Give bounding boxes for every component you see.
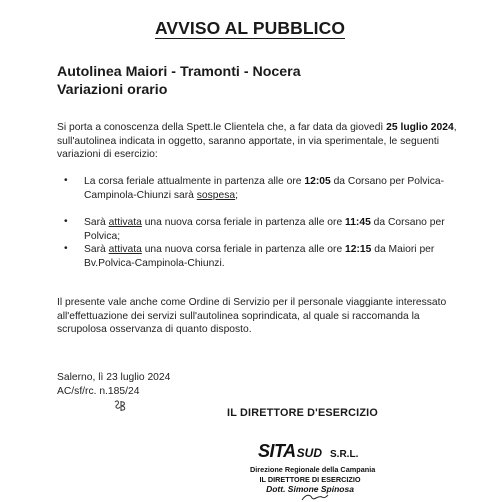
stamp-region: Direzione Regionale della Campania [250, 465, 376, 474]
list-item [84, 216, 464, 243]
departure-time: 12:05 [304, 176, 331, 187]
company-logo [258, 441, 358, 462]
notice-subject: Variazioni orario [57, 82, 168, 98]
route-name: Autolinea Maiori - Tramonti - Nocera [57, 64, 301, 80]
logo-srl-text: S.R.L. [330, 449, 359, 460]
list-item-text: da Corsano per Polvica-Campinola-Chiunzi sarà [84, 176, 445, 201]
notice-title [0, 18, 500, 39]
director-title: IL DIRETTORE D'ESERCIZIO [227, 407, 378, 419]
bullet-marker: • [64, 175, 68, 186]
list-item-text: da Maiori per Bv.Polvica-Campinola-Chiunzi. [84, 244, 435, 269]
list-item-text: Sarà [84, 217, 109, 228]
list-item-text: una nuova corsa feriale in partenza alle ore [141, 244, 346, 255]
header-cut-text [58, 0, 156, 1]
notice-title-text: AVVISO AL PUBBLICO [154, 18, 346, 38]
effective-date: 25 luglio 2024 [386, 122, 454, 133]
intro-text-b: , sull'autolinea indicata in oggetto, saranno apportate, in via sperimentale, le seguenti variazioni di esercizio: [57, 122, 457, 161]
departure-time: 11:45 [345, 217, 371, 228]
stamp-name: Dott. Simone Spinosa [266, 484, 354, 494]
signature-flourish [300, 492, 330, 502]
bullet-marker: • [64, 216, 68, 227]
service-status: sospesa [196, 189, 236, 201]
intro-text-a: Si porta a conoscenza della Spett.le Clientela che, a far data da giovedì [57, 122, 387, 133]
list-item-text: La corsa feriale attualmente in partenza alle ore [84, 176, 305, 187]
list-item-text: ; [235, 189, 238, 201]
initials-signature [112, 398, 130, 414]
list-item-text: da Corsano per Polvica; [84, 217, 445, 242]
bullet-marker: • [64, 243, 68, 254]
service-status: attivata [108, 217, 142, 228]
closing-paragraph: Il presente vale anche come Ordine di Servizio per il personale viaggiante interessato all'effettuazione dei servizi sull'autolinea soprindicata, al quale si raccomanda la scrupolosa osservanza di quanto disposto. [57, 297, 447, 336]
logo-main-text: SITA [258, 441, 296, 461]
protocol-number: AC/sf/rc. n.185/24 [57, 385, 140, 397]
list-item-text: una nuova corsa feriale in partenza alle ore [141, 217, 346, 228]
list-item-text: Sarà [84, 244, 109, 255]
place-and-date [57, 371, 170, 398]
issue-date: Salerno, lì 23 luglio 2024 [57, 372, 171, 383]
stamp-role: IL DIRETTORE DI ESERCIZIO [259, 475, 361, 484]
departure-time: 12:15 [345, 244, 372, 255]
intro-paragraph [57, 121, 457, 162]
list-item [84, 243, 464, 270]
logo-sud-text: SUD [296, 446, 323, 460]
list-item [84, 175, 464, 202]
service-status: attivata [108, 244, 142, 255]
